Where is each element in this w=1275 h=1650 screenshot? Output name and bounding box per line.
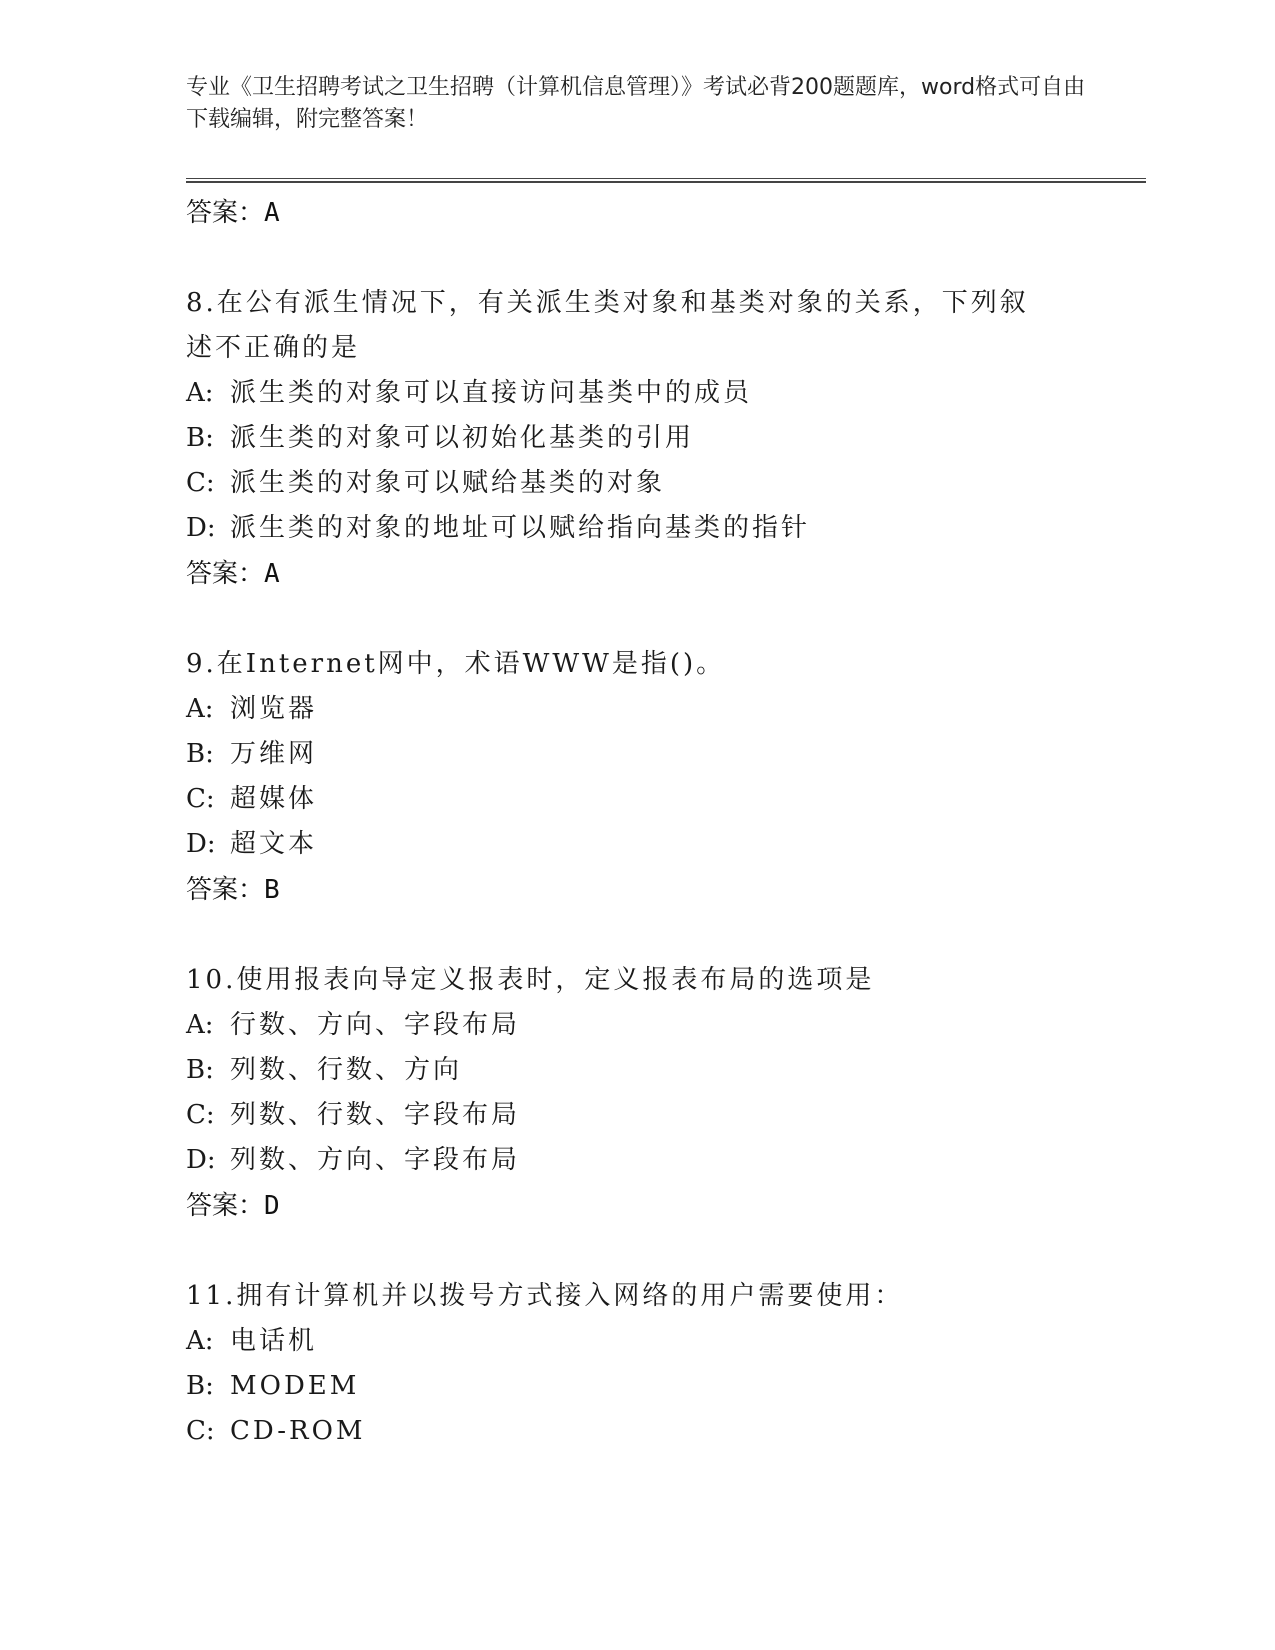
document-body	[186, 190, 1146, 1454]
option-c	[186, 777, 1146, 822]
option-letter: D:	[186, 1145, 216, 1175]
option-d	[186, 822, 1146, 867]
option-text: 万维网	[230, 739, 318, 769]
option-c	[186, 1093, 1146, 1138]
answer-label: 答案：	[186, 875, 265, 905]
answer-line	[186, 190, 1146, 236]
option-a	[186, 371, 1146, 416]
answer-line	[186, 867, 1146, 913]
option-c	[186, 461, 1146, 506]
question-stem: 8.在公有派生情况下，有关派生类对象和基类对象的关系，下列叙述不正确的是	[186, 288, 1029, 363]
answer-value: B	[264, 875, 280, 905]
option-letter: A:	[186, 378, 214, 408]
option-c	[186, 1409, 1146, 1454]
option-b	[186, 1364, 1146, 1409]
option-letter: C:	[186, 784, 215, 814]
spacer	[186, 913, 1146, 958]
option-text: 超文本	[230, 829, 318, 859]
question-stem: 11.拥有计算机并以拨号方式接入网络的用户需要使用：	[186, 1281, 904, 1311]
option-a	[186, 687, 1146, 732]
question-stem: 9.在Internet网中，术语WWW是指()。	[186, 649, 726, 679]
option-b	[186, 1048, 1146, 1093]
question-8	[186, 281, 1146, 551]
answer-label: 答案：	[186, 198, 265, 228]
question-11	[186, 1274, 1146, 1454]
option-text: 列数、行数、方向	[230, 1055, 463, 1085]
option-b	[186, 416, 1146, 461]
option-letter: B:	[186, 423, 214, 453]
option-letter: A:	[186, 1326, 214, 1356]
option-letter: B:	[186, 739, 214, 769]
answer-value: D	[264, 1191, 280, 1221]
spacer	[186, 597, 1146, 642]
option-letter: D:	[186, 513, 216, 543]
answer-label: 答案：	[186, 559, 265, 589]
document-page	[186, 0, 1146, 1650]
option-text: MODEM	[230, 1371, 360, 1401]
answer-line	[186, 1183, 1146, 1229]
option-letter: B:	[186, 1371, 214, 1401]
answer-label: 答案：	[186, 1191, 265, 1221]
question-9	[186, 642, 1146, 867]
option-text: 超媒体	[230, 784, 318, 814]
answer-value: A	[264, 559, 280, 589]
option-text: 列数、方向、字段布局	[230, 1145, 521, 1175]
option-d	[186, 1138, 1146, 1183]
spacer	[186, 236, 1146, 281]
option-b	[186, 732, 1146, 777]
option-letter: D:	[186, 829, 216, 859]
option-text: 浏览器	[230, 694, 318, 724]
option-letter: C:	[186, 1416, 215, 1446]
option-text: 派生类的对象可以初始化基类的引用	[230, 423, 695, 453]
option-letter: C:	[186, 468, 215, 498]
option-text: 电话机	[230, 1326, 318, 1356]
option-letter: A:	[186, 694, 214, 724]
option-a	[186, 1319, 1146, 1364]
question-stem: 10.使用报表向导定义报表时，定义报表布局的选项是	[186, 965, 875, 995]
option-letter: A:	[186, 1010, 214, 1040]
answer-value: A	[264, 198, 280, 228]
option-letter: C:	[186, 1100, 215, 1130]
option-d	[186, 506, 1146, 551]
header-divider	[186, 178, 1146, 183]
answer-line	[186, 551, 1146, 597]
option-a	[186, 1003, 1146, 1048]
option-text: 列数、行数、字段布局	[230, 1100, 521, 1130]
option-text: CD-ROM	[230, 1416, 366, 1446]
document-header: 专业《卫生招聘考试之卫生招聘（计算机信息管理）》考试必背200题题库，word格式可自由下载编辑，附完整答案！	[186, 75, 1086, 132]
option-text: 派生类的对象可以直接访问基类中的成员	[230, 378, 753, 408]
option-text: 派生类的对象可以赋给基类的对象	[230, 468, 666, 498]
option-text: 行数、方向、字段布局	[230, 1010, 521, 1040]
option-text: 派生类的对象的地址可以赋给指向基类的指针	[230, 513, 811, 543]
spacer	[186, 1229, 1146, 1274]
question-10	[186, 958, 1146, 1183]
option-letter: B:	[186, 1055, 214, 1085]
